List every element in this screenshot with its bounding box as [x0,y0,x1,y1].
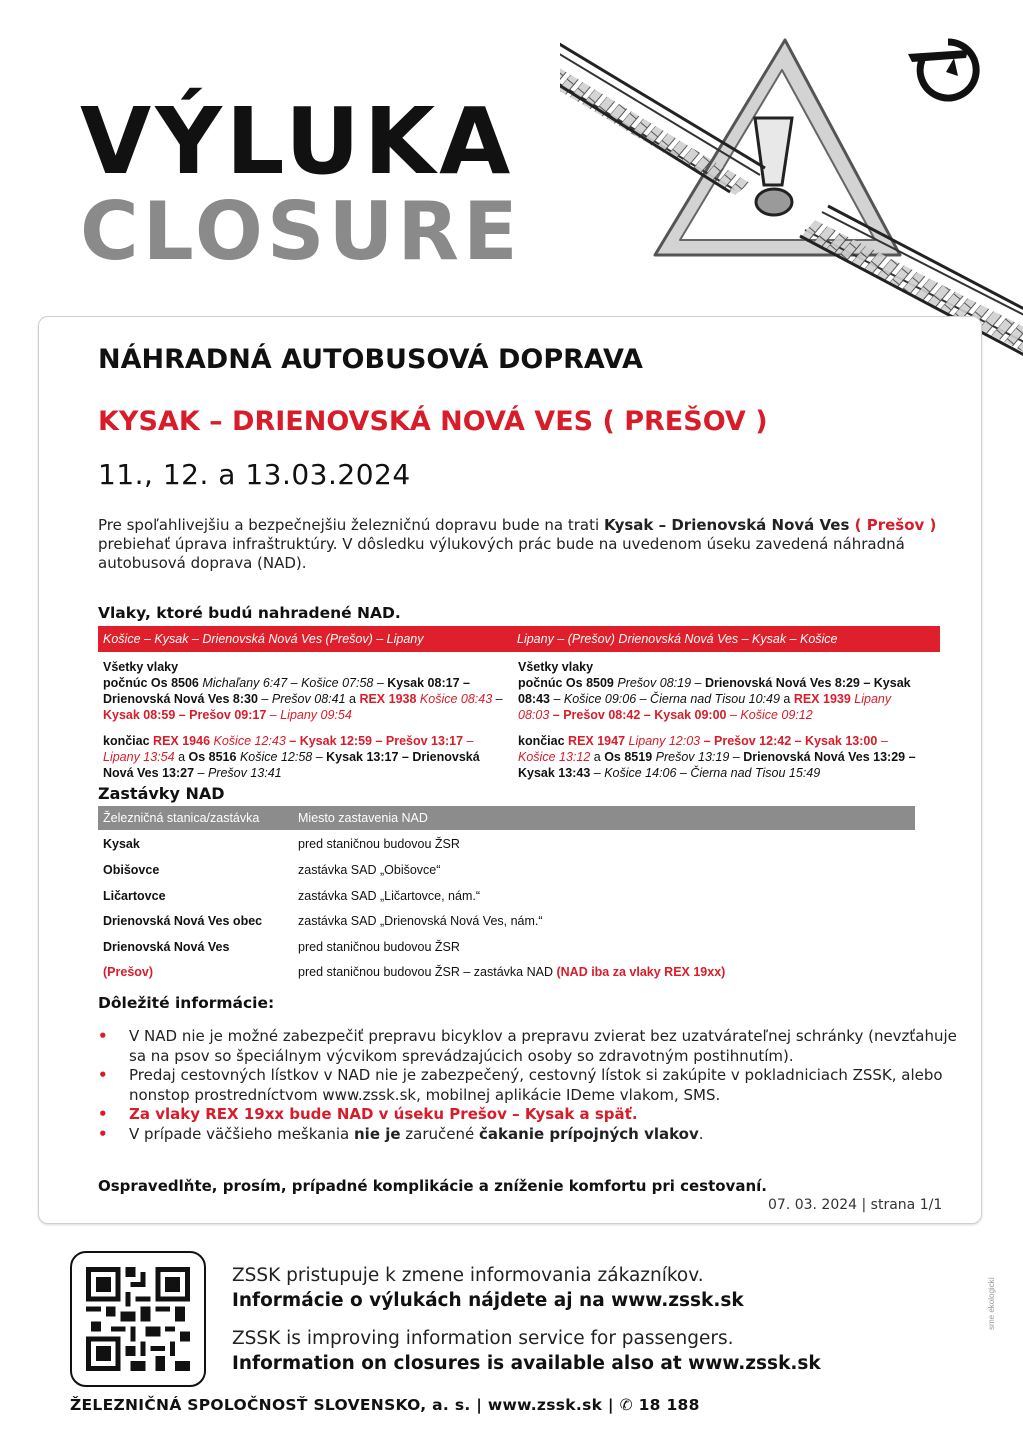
footer-line-4: Information on closures is available also at www.zssk.sk [232,1353,821,1374]
footer-line-2: Informácie o výlukách nájdete aj na www.zssk.sk [232,1290,744,1311]
stops-col1-header: Železničná stanica/zastávka [103,811,260,825]
info-bullet-4d: čakanie prípojných vlakov [479,1124,699,1143]
closure-dates: 11., 12. a 13.03.2024 [98,458,411,491]
title-closure: CLOSURE [80,185,522,278]
zssk-logo-icon [908,32,988,102]
heading-replacement-bus: NÁHRADNÁ AUTOBUSOVÁ DOPRAVA [98,344,643,375]
trains-title: Vlaky, ktoré budú nahradené NAD. [98,604,401,622]
table-row [98,884,915,910]
trains-col1-block1: Všetky vlaky počnúc Os 8506 Michaľany 6:47 – Košice 07:58 – Kysak 08:17 – Drienovská Nová Ves 8:30 – Prešov 08:41 a REX 1938 Košice 08:43 – Kysak 08:59 – Prešov 09:17 – Lipany 09:54 [103,660,503,722]
stop-note: (NAD iba za vlaky REX 19xx) [556,965,726,979]
stop-place: pred staničnou budovou ŽSR [298,837,460,851]
table-row [98,909,915,935]
stop-station: Drienovská Nová Ves obec [103,914,263,928]
info-bullet-4b: nie je [354,1124,401,1143]
trains-col1-block2: končiac REX 1946 Košice 12:43 – Kysak 12:59 – Prešov 13:17 – Lipany 13:54 a Os 8516 Košice 12:58 – Kysak 13:17 – Drienovská Nová Ves 13:27 – Prešov 13:41 [103,734,480,780]
intro-route: Kysak – Drienovská Nová Ves [603,516,850,534]
info-bullet-4a: V prípade väčšieho meškania [129,1124,354,1143]
stops-col2-header: Miesto zastavenia NAD [298,811,428,825]
stop-place: zastávka SAD „Obišovce“ [298,863,441,877]
stop-station: Drienovská Nová Ves [103,940,230,954]
trains-col2-header: Lipany – (Prešov) Drienovská Nová Ves – Kysak – Košice [517,632,838,646]
trains-col2-block1: Všetky vlaky počnúc Os 8509 Prešov 08:19 – Drienovská Nová Ves 8:29 – Kysak 08:43 – Košice 09:06 – Čierna nad Tisou 10:49 a REX 1939 Lipany 08:03 – Prešov 08:42 – Kysak 09:00 – Košice 09:12 [518,660,911,722]
list-item [98,1066,958,1105]
eco-label: sme ekologickí [987,1277,996,1330]
stop-place: zastávka SAD „Ličartovce, nám.“ [298,889,481,903]
info-bullet-4e: . [698,1124,704,1143]
qr-code-frame [70,1251,206,1387]
route-heading: KYSAK – DRIENOVSKÁ NOVÁ VES ( PREŠOV ) [98,406,768,437]
table-row [98,832,915,858]
intro-text-1: Pre spoľahlivejšiu a bezpečnejšiu železničnú dopravu bude na trati [98,516,604,534]
qr-code-icon[interactable] [86,1267,190,1371]
stops-header-bar [98,806,915,830]
bullet-icon: • [98,1066,108,1084]
bullet-icon: • [98,1027,108,1045]
company-info: ŽELEZNIČNÁ SPOLOČNOSŤ SLOVENSKO, a. s. | www.zssk.sk | ✆ 18 188 [70,1396,700,1414]
bullet-icon: • [98,1124,108,1143]
table-row [98,960,915,986]
info-title: Dôležité informácie: [98,994,275,1012]
stop-station: Ličartovce [103,889,166,903]
stop-station: (Prešov) [103,965,154,979]
stop-place: pred staničnou budovou ŽSR – zastávka NAD [298,965,557,979]
info-bullets [98,1027,958,1144]
apology-text: Ospravedlňte, prosím, prípadné komplikácie a zníženie komfortu pri cestovaní. [98,1177,767,1195]
trains-header-bar [98,626,940,652]
list-item [98,1027,958,1066]
list-item [98,1105,958,1125]
stop-station: Kysak [103,837,140,851]
bullet-icon: • [98,1105,108,1123]
intro-route-presov: ( Prešov ) [849,516,937,534]
info-bullet-4c: zaručené [400,1124,480,1143]
table-row [98,935,915,961]
stops-title: Zastávky NAD [98,784,225,803]
intro-text-2: prebiehať úprava infraštruktúry. V dôsledku výlukových prác bude na uvedenom úseku zavedená náhradná autobusová doprava (NAD). [98,535,905,572]
trains-col2-block2: končiac REX 1947 Lipany 12:03 – Prešov 12:42 – Kysak 13:00 – Košice 13:12 a Os 8519 Prešov 13:19 – Drienovská Nová Ves 13:29 – Kysak 13:43 – Košice 14:06 – Čierna nad Tisou 15:49 [518,734,916,780]
title-vyluka: VÝLUKA [80,88,515,195]
page-info: 07. 03. 2024 | strana 1/1 [768,1197,943,1213]
footer-line-3: ZSSK is improving information service for passengers. [232,1328,734,1349]
info-bullet-1: V NAD nie je možné zabezpečiť prepravu bicyklov a prepravu zvierat bez uzatvárateľnej schránky (nevzťahuje sa na psov so špeciálnym výcvikom sprevádzajúcich osoby so zdravotným postihnutím). [129,1027,957,1065]
list-item [98,1125,958,1145]
stop-place: zastávka SAD „Drienovská Nová Ves, nám.“ [298,914,543,928]
footer-line-1: ZSSK pristupuje k zmene informovania zákazníkov. [232,1265,704,1286]
intro-paragraph [98,516,958,573]
info-bullet-2: Predaj cestovných lístkov v NAD nie je zabezpečený, cestovný lístok si zakúpite v pokladniciach ZSSK, alebo nonstop prostredníctvom www.zssk.sk, mobilnej aplikácie IDeme vlakom, SMS. [129,1066,943,1104]
stop-station: Obišovce [103,863,160,877]
stop-place: pred staničnou budovou ŽSR [298,940,460,954]
all-trains-label: Všetky vlaky [103,660,179,674]
trains-col1-header: Košice – Kysak – Drienovská Nová Ves (Prešov) – Lipany [103,632,424,646]
stop-place-presov [298,965,725,979]
table-row [98,858,915,884]
info-bullet-3: Za vlaky REX 19xx bude NAD v úseku Prešov – Kysak a späť. [129,1105,638,1123]
